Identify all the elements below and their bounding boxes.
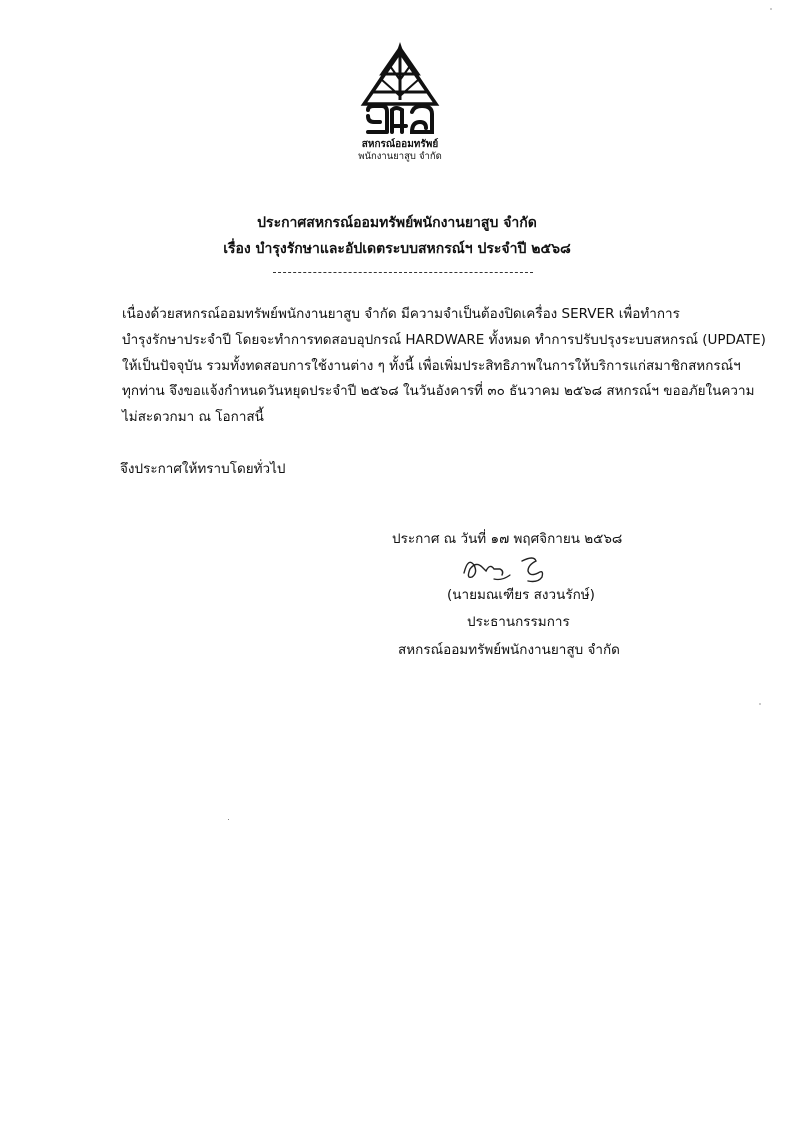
cooperative-logo: [340, 40, 460, 165]
signatory-organization: สหกรณ์ออมทรัพย์พนักงานยาสูบ จำกัด: [398, 642, 620, 658]
signatory-name: (นายมณเฑียร สงวนรักษ์): [447, 587, 595, 603]
scan-speck: [759, 703, 761, 705]
body-line-2: บำรุงรักษาประจำปี โดยจะทำการทดสอบอุปกรณ์ HARDWARE ทั้งหมด ทำการปรับปรุงระบบสหกรณ์ (UPDATE): [122, 332, 766, 348]
scan-speck: [770, 8, 772, 10]
body-paragraph: [122, 302, 712, 328]
announcement-title: ประกาศสหกรณ์ออมทรัพย์พนักงานยาสูบ จำกัด: [257, 215, 537, 231]
logo-emblem-icon: [360, 40, 440, 138]
handwritten-signature: [458, 551, 558, 585]
body-line-5: ไม่สะดวกมา ณ โอกาสนี้: [122, 408, 264, 425]
announcement-date: ประกาศ ณ วันที่ ๑๗ พฤศจิกายน ๒๕๖๘: [392, 531, 623, 547]
body-line-1: เนื่องด้วยสหกรณ์ออมทรัพย์พนักงานยาสูบ จำกัด มีความจำเป็นต้องปิดเครื่อง SERVER เพื่อทำการ: [122, 306, 680, 322]
body-line-4: ทุกท่าน จึงขอแจ้งกำหนดวันหยุดประจำปี ๒๕๖๘ ในวันอังคารที่ ๓๐ ธันวาคม ๒๕๖๘ สหกรณ์ฯ ขออภัยในความ: [122, 383, 755, 399]
body-line-3: ให้เป็นปัจจุบัน รวมทั้งทดสอบการใช้งานต่าง ๆ ทั้งนี้ เพื่อเพิ่มประสิทธิภาพในการให้บริการแก่สมาชิกสหกรณ์ฯ: [122, 357, 741, 374]
title-divider: [273, 272, 533, 273]
closing-line: จึงประกาศให้ทราบโดยทั่วไป: [120, 461, 286, 477]
body-paragraph-cont: [122, 328, 766, 430]
logo-text-line1: สหกรณ์ออมทรัพย์: [361, 139, 439, 150]
announcement-subject: เรื่อง บำรุงรักษาและอัปเดตระบบสหกรณ์ฯ ประจำปี ๒๕๖๘: [223, 241, 571, 257]
signatory-title: ประธานกรรมการ: [467, 614, 570, 630]
scan-speck: [228, 819, 229, 820]
logo-text-line2: พนักงานยาสูบ จำกัด: [358, 151, 442, 162]
